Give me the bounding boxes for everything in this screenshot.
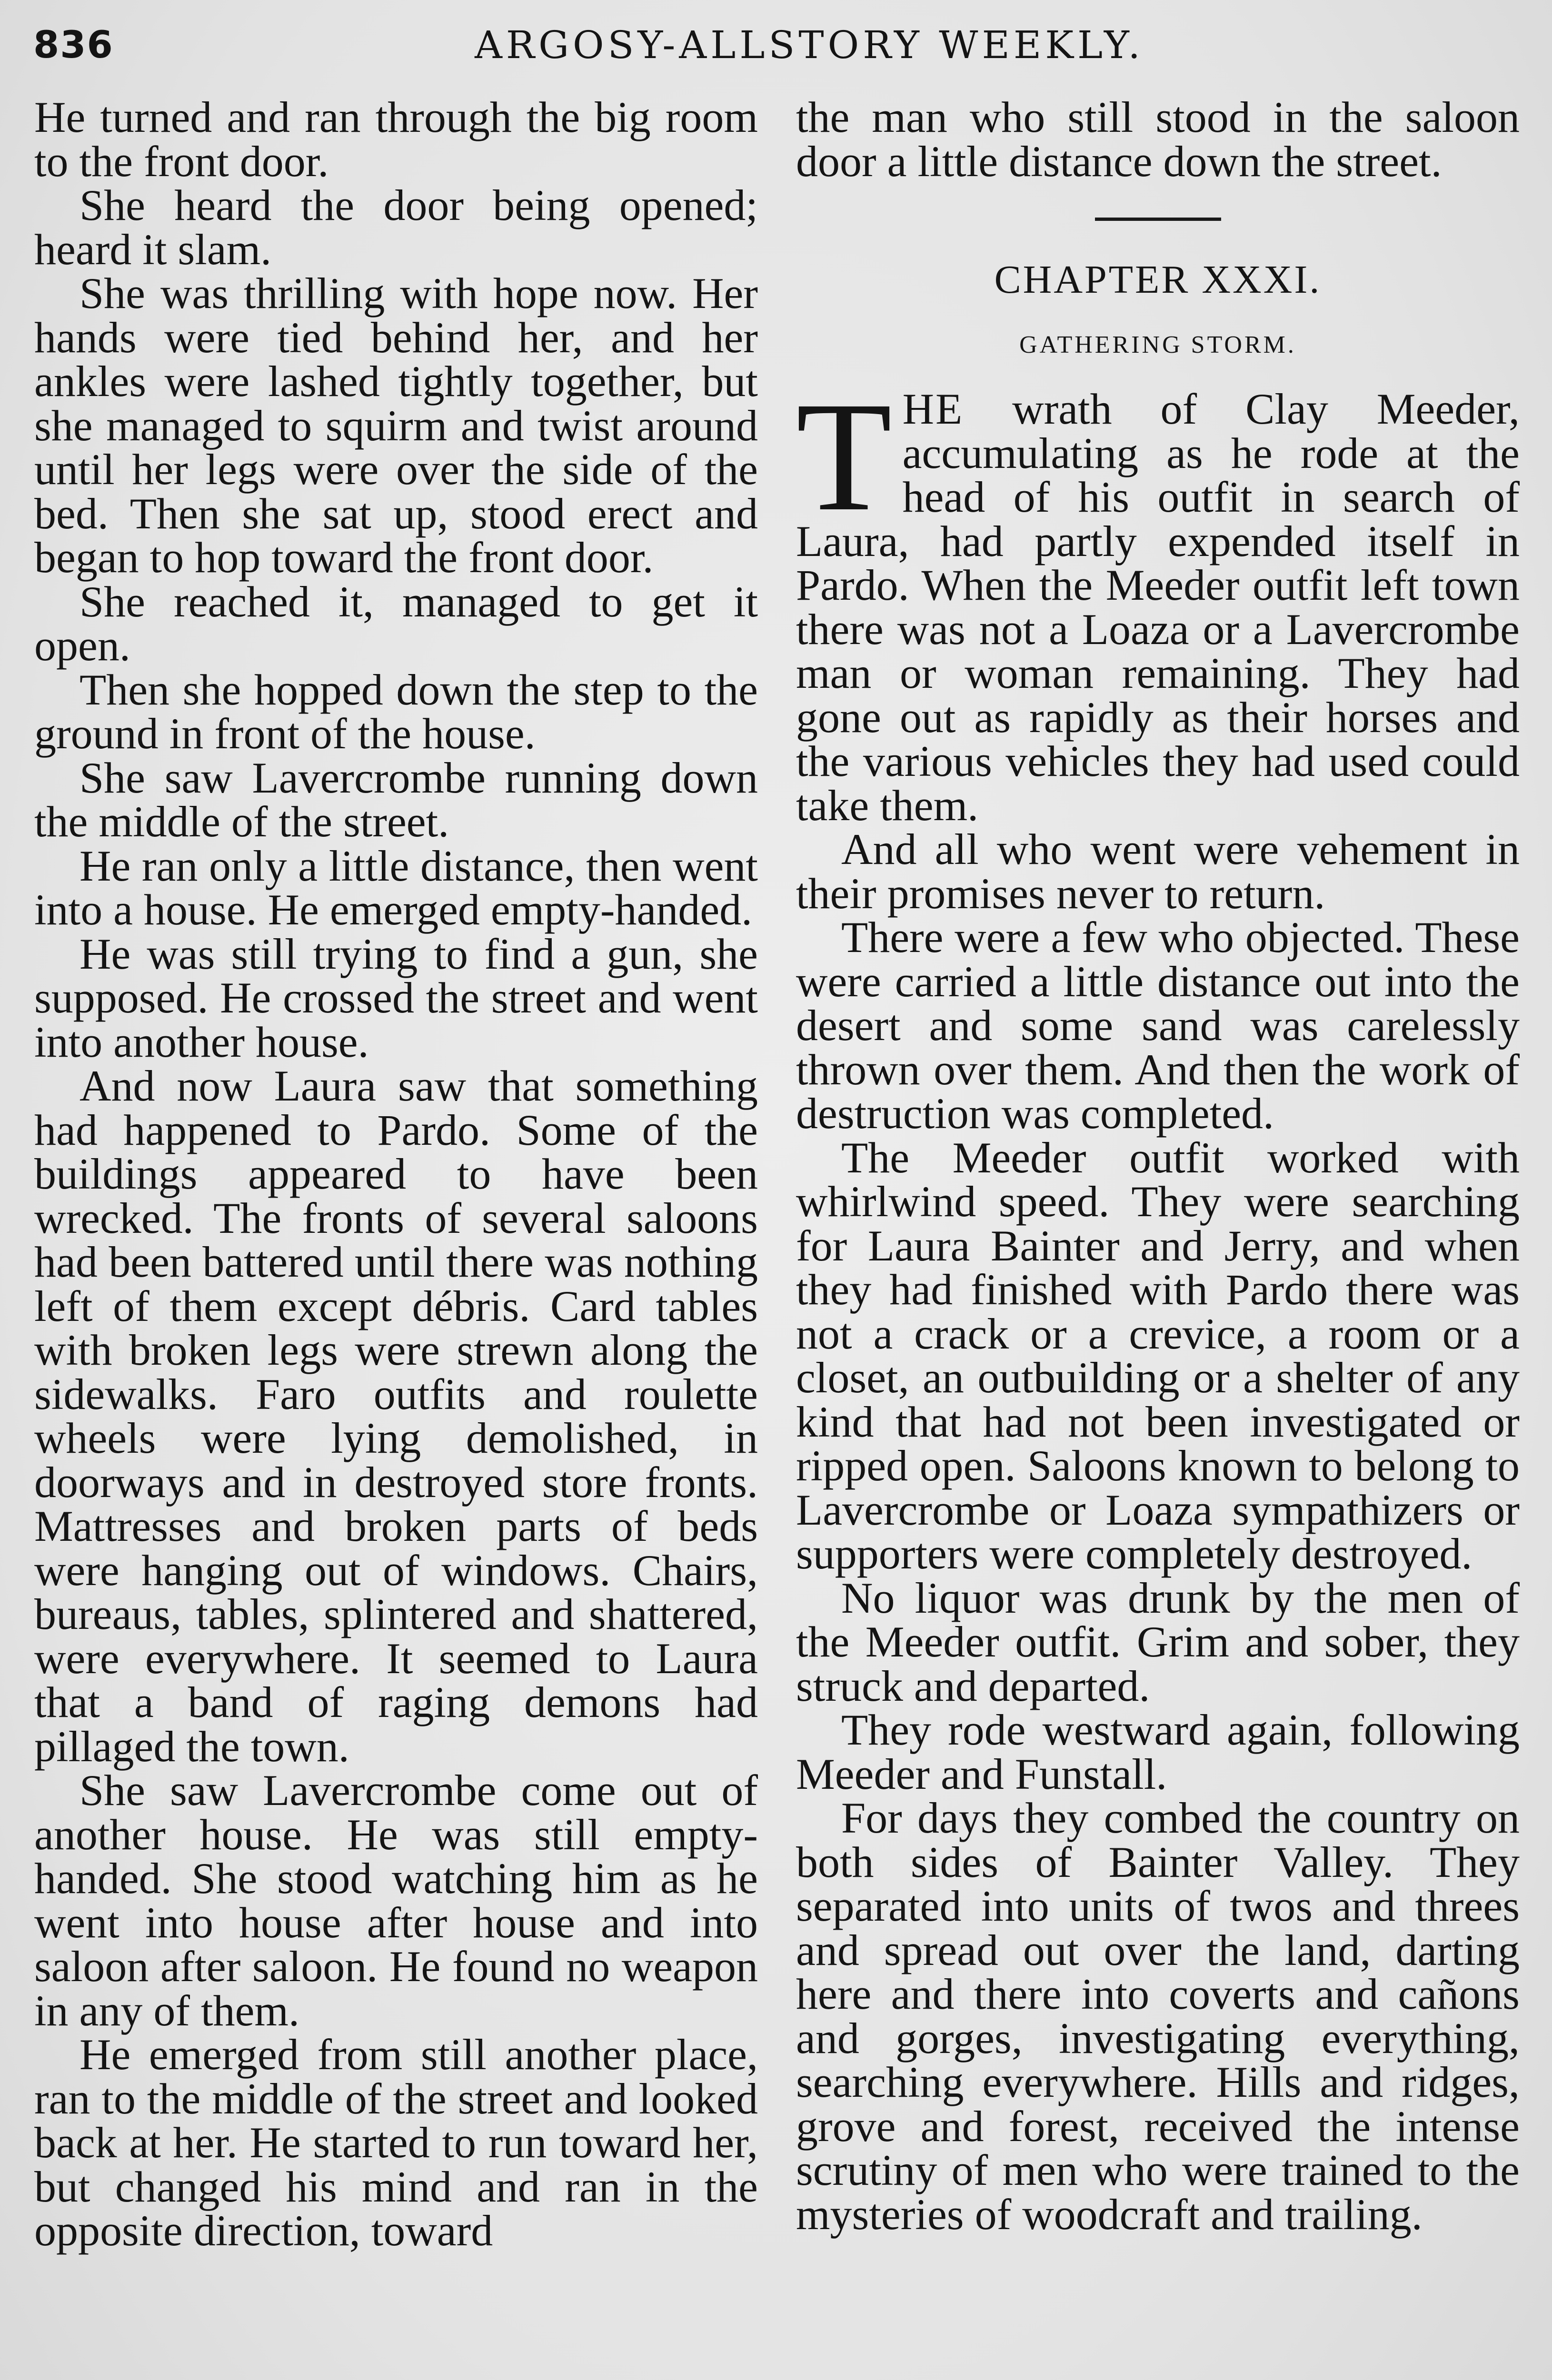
opening-text: wrath of Clay Meeder, accumulating as he rode at the head of his outfit in search of Laura, had partly expended itself in Pardo. When the Meeder outfit left town there was not a Loaza or a Lavercrombe man or woman remaining. They had gone out as rapidly as their horses and the various vehicles they had used could take them.: [796, 385, 1520, 830]
paragraph: He was still trying to find a gun, she supposed. He crossed the street and went into another house.: [34, 929, 758, 1066]
paragraph: They rode westward again, following Meeder and Funstall.: [796, 1706, 1520, 1798]
paragraph: No liquor was drunk by the men of the Meeder outfit. Grim and sober, they struck and departed.: [796, 1573, 1520, 1710]
chapter-title: CHAPTER XXXI.: [994, 258, 1322, 302]
left-column: [34, 95, 758, 2253]
paragraph: For days they combed the country on both sides of Bainter Valley. They separated into units of twos and threes and spread out over the land, darting here and there into coverts and cañons and gorges, investigating everything, searching everywhere. Hills and ridges, grove and forest, received the intense scrutiny of men who were trained to the mysteries of woodcraft and trailing.: [796, 1794, 1520, 2239]
paragraph: The Meeder outfit worked with whirlwind speed. They were searching for Laura Bainter and Jerry, and when they had finished with Pardo there was not a crack or a crevice, a room or a closet, an outbuilding or a shelter of any kind that had not been investigated or ripped open. Saloons known to belong to Lavercrombe or Loaza sympathizers or supporters were completely destroyed.: [796, 1133, 1520, 1578]
chapter-subtitle: GATHERING STORM.: [1019, 331, 1296, 358]
paragraph: He ran only a little distance, then went into a house. He emerged empty-handed.: [34, 841, 758, 934]
paragraph: He turned and ran through the big room to the front door.: [34, 93, 758, 186]
paragraph: She saw Lavercrombe running down the middle of the street.: [34, 753, 758, 846]
paragraph: And now Laura saw that something had happened to Pardo. Some of the buildings appeared to have been wrecked. The fronts of several saloons had been battered until there was nothing left of them except débris. Card tables with broken legs were strewn along the sidewalks. Faro outfits and roulette wheels were lying demolished, in doorways and in destroyed store fronts. Mattresses and broken parts of beds were hanging out of windows. Chairs, bureaus, tables, splintered and shattered, were everywhere. It seemed to Laura that a band of raging demons had pillaged the town.: [34, 1061, 758, 1771]
page-header: [33, 18, 1519, 75]
page-number: 836: [33, 24, 114, 67]
opening-word-caps: HE: [902, 385, 964, 433]
paragraph: She saw Lavercrombe come out of another house. He was still empty-handed. She stood watching him as he went into house after house and into saloon after saloon. He found no weapon in any of them.: [34, 1766, 758, 2035]
running-head: ARGOSY-ALLSTORY WEEKLY.: [475, 23, 1144, 67]
section-divider: [1095, 218, 1221, 221]
paragraph: She was thrilling with hope now. Her hands were tied behind her, and her ankles were lashed tightly together, but she managed to squirm and twist around until her legs were over the side of the bed. Then she sat up, stood erect and began to hop toward the front door.: [34, 269, 758, 582]
paragraph: He emerged from still another place, ran to the middle of the street and looked back at her. He started to run toward her, but changed his mind and ran in the opposite direction, toward: [34, 2030, 758, 2255]
paragraph: Then she hopped down the step to the ground in front of the house.: [34, 665, 758, 758]
paragraph: She heard the door being opened; heard it slam.: [34, 181, 758, 274]
continuation-paragraph: the man who still stood in the saloon door a little distance down the street.: [796, 93, 1520, 186]
paragraph: She reached it, managed to get it open.: [34, 577, 758, 670]
chapter-opening-paragraph: [796, 370, 1520, 830]
right-column: [796, 93, 1520, 2239]
paragraph: There were a few who objected. These were carried a little distance out into the desert and some sand was carelessly thrown over them. And then the work of destruction was completed.: [796, 913, 1520, 1138]
drop-cap: T: [796, 370, 892, 544]
paragraph: And all who went were vehement in their promises never to return.: [796, 825, 1520, 918]
